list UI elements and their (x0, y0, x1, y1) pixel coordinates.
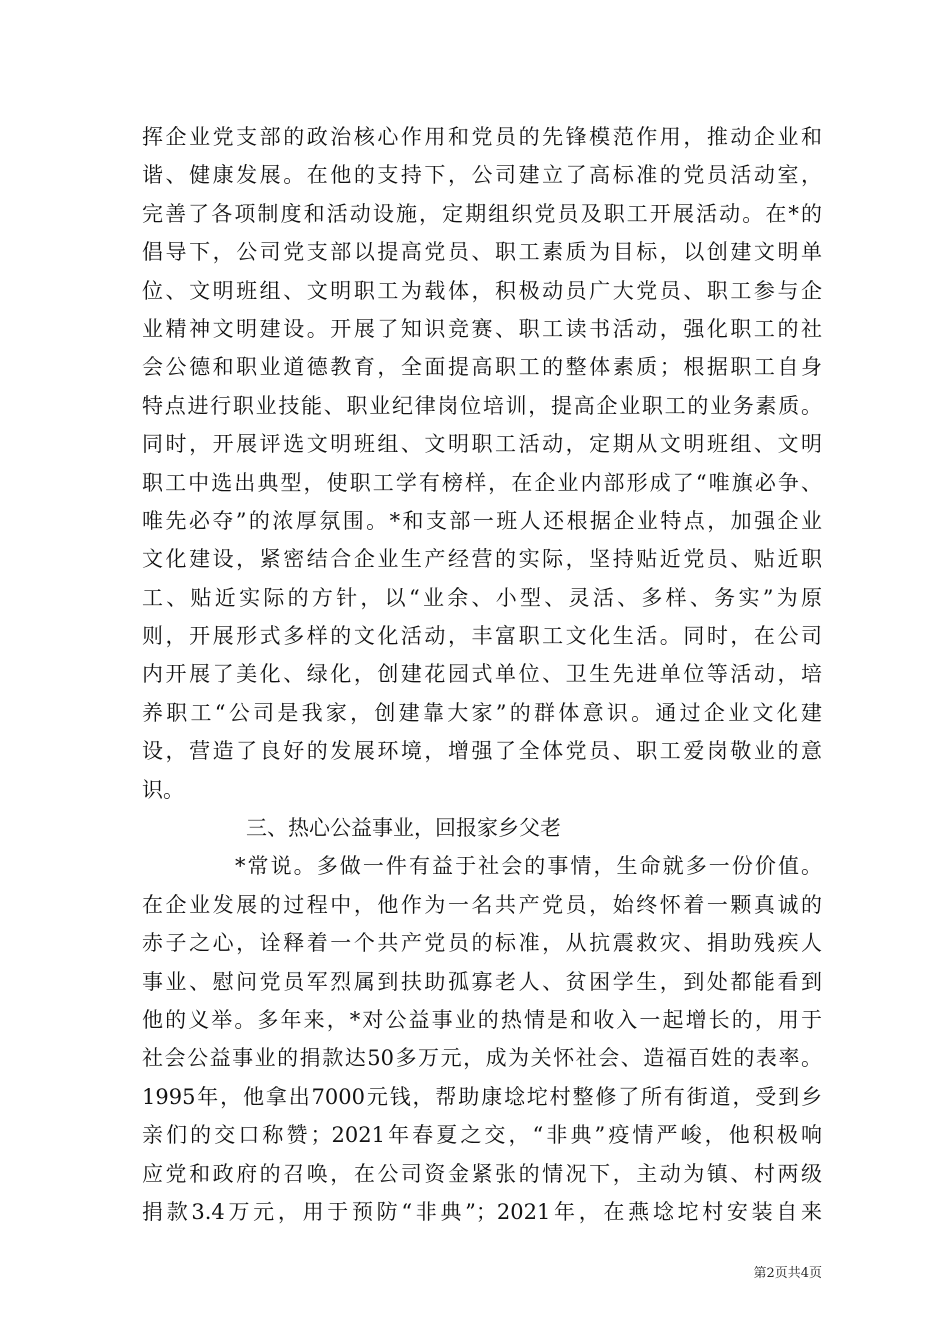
text-line: 养职工“公司是我家，创建靠大家”的群体意识。通过企业文化建 (142, 700, 822, 725)
text-line: 会公德和职业道德教育，全面提高职工的整体素质；根据职工自身 (142, 355, 822, 380)
text-line: 谐、健康发展。在他的支持下，公司建立了高标准的党员活动室， (142, 163, 822, 188)
text-line: 在企业发展的过程中，他作为一名共产党员，始终怀着一颗真诚的 (142, 892, 822, 917)
text-line: 他的义举。多年来，*对公益事业的热情是和收入一起增长的，用于 (142, 1007, 822, 1032)
text-line: 内开展了美化、绿化，创建花园式单位、卫生先进单位等活动，培 (142, 662, 822, 687)
text-line: 业精神文明建设。开展了知识竞赛、职工读书活动，强化职工的社 (142, 316, 822, 341)
text-line: 倡导下，公司党支部以提高党员、职工素质为目标，以创建文明单 (142, 240, 822, 265)
text-line: 设，营造了良好的发展环境，增强了全体党员、职工爱岗敬业的意 (142, 739, 822, 764)
text-line: 1995年，他拿出7000元钱，帮助康埝坨村整修了所有街道，受到乡 (142, 1084, 822, 1109)
text-line: 赤子之心，诠释着一个共产党员的标准，从抗震救灾、捐助残疾人 (142, 931, 822, 956)
text-line: 文化建设，紧密结合企业生产经营的实际，坚持贴近党员、贴近职 (142, 547, 822, 572)
text-line: 识。 (142, 777, 184, 802)
text-line: 同时，开展评选文明班组、文明职工活动，定期从文明班组、文明 (142, 432, 822, 457)
text-line: 唯先必夺”的浓厚氛围。*和支部一班人还根据企业特点，加强企业 (142, 508, 822, 533)
text-line: 特点进行职业技能、职业纪律岗位培训，提高企业职工的业务素质。 (142, 393, 822, 418)
text-line: 完善了各项制度和活动设施，定期组织党员及职工开展活动。在*的 (142, 201, 822, 226)
text-line: 事业、慰问党员军烈属到扶助孤寡老人、贫困学生，到处都能看到 (142, 969, 822, 994)
text-line: 应党和政府的召唤，在公司资金紧张的情况下，主动为镇、村两级 (142, 1161, 822, 1186)
text-line: 挥企业党支部的政治核心作用和党员的先锋模范作用，推动企业和 (142, 125, 822, 149)
text-line: 亲们的交口称赞；2021年春夏之交，“非典”疫情严峻，他积极响 (142, 1123, 822, 1148)
text-line: 则，开展形式多样的文化活动，丰富职工文化生活。同时，在公司 (142, 624, 822, 649)
text-line: 捐款3.4万元，用于预防“非典”；2021年，在燕埝坨村安装自来 (142, 1199, 822, 1224)
paragraph-first-line: *常说。多做一件有益于社会的事情，生命就多一份价值。 (235, 854, 822, 879)
document-body (142, 118, 822, 1231)
text-line: 职工中选出典型，使职工学有榜样，在企业内部形成了“唯旗必争、 (142, 470, 822, 495)
text-line: 社会公益事业的捐款达50多万元，成为关怀社会、造福百姓的表率。 (142, 1046, 822, 1071)
section-heading: 三、热心公益事业，回报家乡父老 (246, 816, 561, 841)
text-line: 工、贴近实际的方针，以“业余、小型、灵活、多样、务实”为原 (142, 585, 822, 610)
page-number-footer: 第2页共4页 (753, 1266, 822, 1281)
text-line: 位、文明班组、文明职工为载体，积极动员广大党员、职工参与企 (142, 278, 822, 303)
